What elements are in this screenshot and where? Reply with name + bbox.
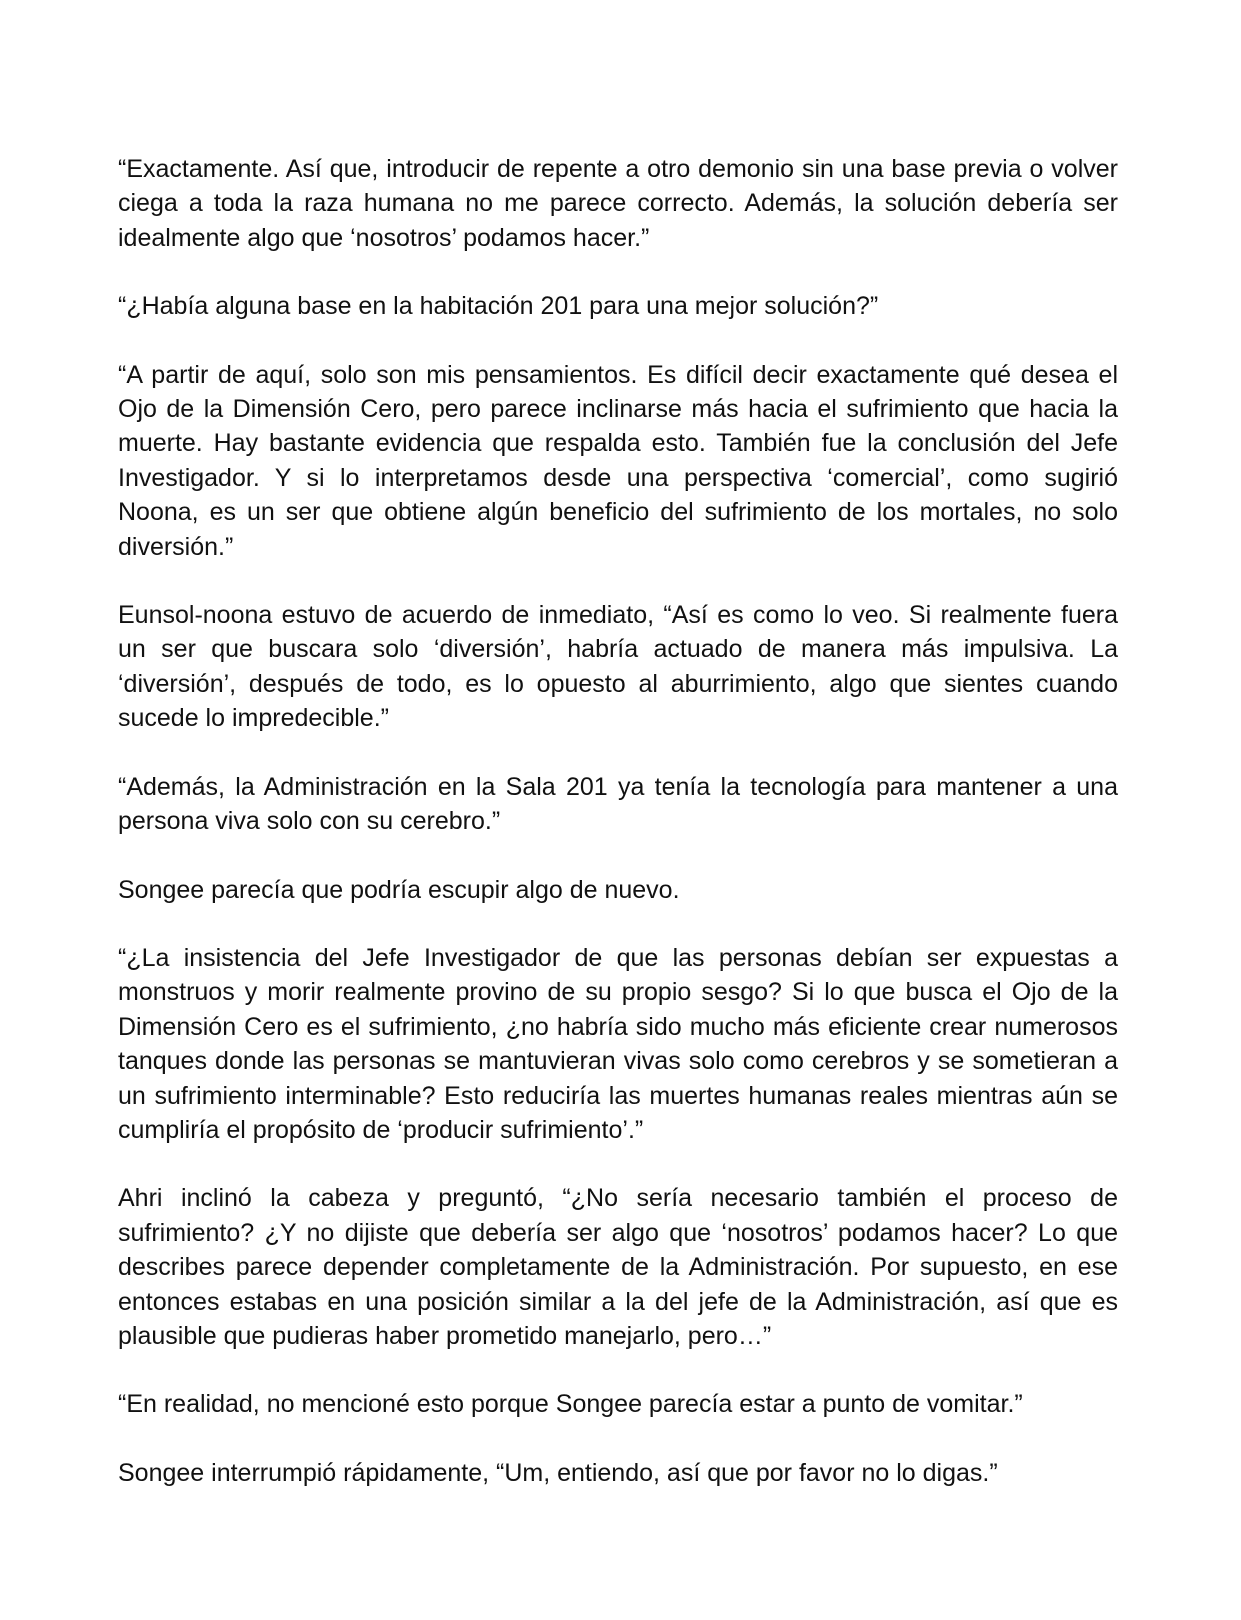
paragraph-2: “¿Había alguna base en la habitación 201 para una mejor solución?” [118,292,879,321]
paragraph-10: Songee interrumpió rápidamente, “Um, entiendo, así que por favor no lo digas.” [118,1458,998,1487]
paragraph-7: “¿La insistencia del Jefe Investigador de que las personas debían ser expuestas a monstruos y morir realmente provino de su propio sesgo? Si lo que busca el Ojo de la Dimensión Cero es el sufrimiento, ¿no habría sido mucho más eficiente crear numerosos tanques donde las personas se mantuvieran vivas solo como cerebros y se sometieran a un sufrimiento interminable? Esto reduciría las muertes humanas reales mientras aún se cumpliría el propósito de ‘producir sufrimiento’.” [118,943,1118,1144]
paragraph-8: Ahri inclinó la cabeza y preguntó, “¿No sería necesario también el proceso de sufrimiento? ¿Y no dijiste que debería ser algo que ‘nosotros’ podamos hacer? Lo que describes parece depender completamente de la Administración. Por supuesto, en ese entonces estabas en una posición similar a la del jefe de la Administración, así que es plausible que pudieras haber prometido manejarlo, pero…” [118,1184,1118,1350]
paragraph-5: “Además, la Administración en la Sala 201 ya tenía la tecnología para mantener a una persona viva solo con su cerebro.” [118,772,1118,836]
paragraph-1: “Exactamente. Así que, introducir de repente a otro demonio sin una base previa o volver ciega a toda la raza humana no me parece correcto. Además, la solución debería ser idealmente algo que ‘nosotros’ podamos hacer.” [118,155,1118,252]
paragraph-9: “En realidad, no mencioné esto porque Songee parecía estar a punto de vomitar.” [118,1390,1023,1419]
paragraph-4: Eunsol-noona estuvo de acuerdo de inmediato, “Así es como lo veo. Si realmente fuera un ser que buscara solo ‘diversión’, habría actuado de manera más impulsiva. La ‘diversión’, después de todo, es lo opuesto al aburrimiento, algo que sientes cuando sucede lo impredecible.” [118,601,1118,733]
document-body [118,152,1118,1524]
paragraph-6: Songee parecía que podría escupir algo de nuevo. [118,875,680,904]
paragraph-3: “A partir de aquí, solo son mis pensamientos. Es difícil decir exactamente qué desea el Ojo de la Dimensión Cero, pero parece inclinarse más hacia el sufrimiento que hacia la muerte. Hay bastante evidencia que respalda esto. También fue la conclusión del Jefe Investigador. Y si lo interpretamos desde una perspectiva ‘comercial’, como sugirió Noona, es un ser que obtiene algún beneficio del sufrimiento de los mortales, no solo diversión.” [118,360,1118,561]
